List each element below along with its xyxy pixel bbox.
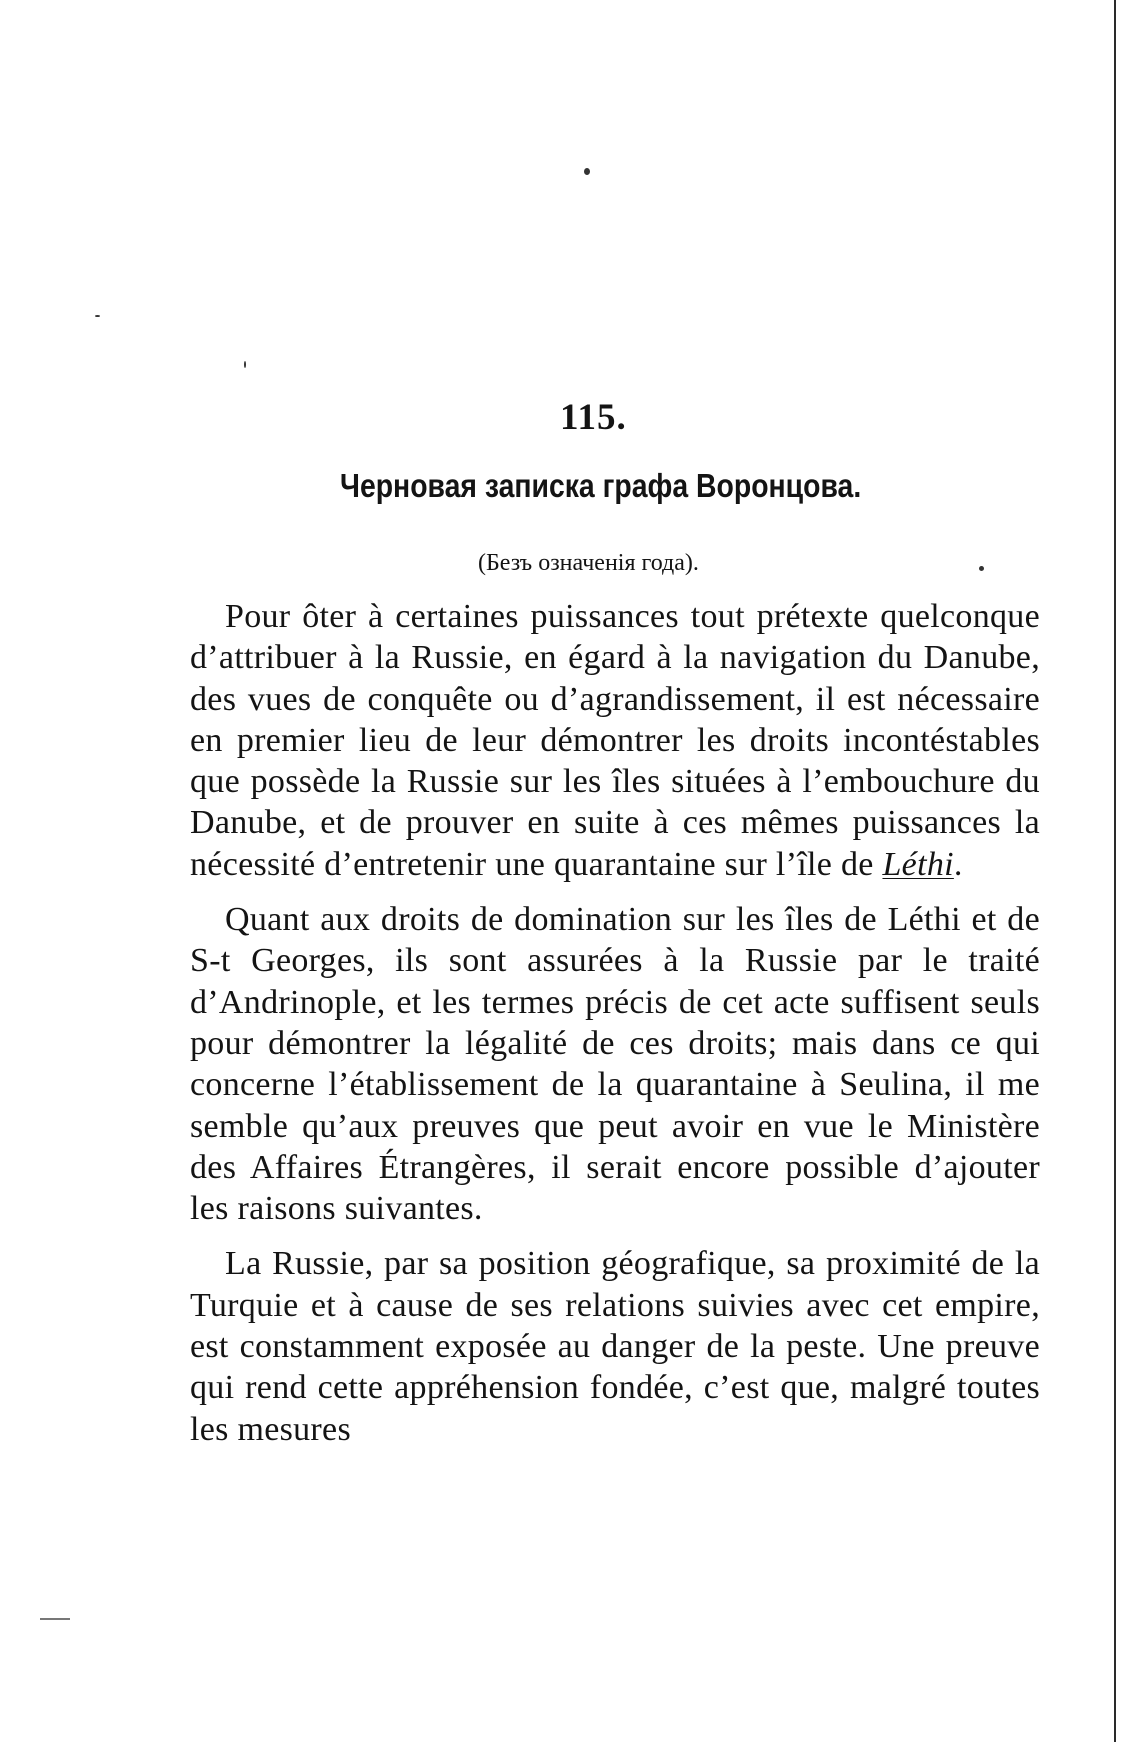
paragraph: Quant aux droits de domination sur les îles de Léthi et de S-t Georges, ils sont assurées à la Russie par le traité d’Andrinople, et les termes précis de cet acte suffisent seuls pour démontrer la légalité de ces droits; mais dans ce qui concerne l’établissement de la quarantaine à Seulina, il me semble qu’aux preuves que peut avoir en vue le Ministère des Affaires Étrangères, il serait encore possible d’ajouter les raisons suivantes.: [190, 901, 1040, 1228]
emphasis-place-name: Léthi: [882, 845, 954, 883]
document-body: [190, 596, 1040, 1450]
paragraph: La Russie, par sa position géografique, sa proximité de la Turquie et à cause de ses relations suivies avec cet empire, est constamment exposée au danger de la peste. Une preuve qui rend cette appréhension fondée, c’est que, malgré toutes les mesures: [190, 1245, 1040, 1448]
paragraph: [190, 596, 1040, 885]
paragraph-text: Pour ôter à certaines puissances tout prétexte quelconque d’attribuer à la Russie, en égard à la navigation du Danube, des vues de conquête ou d’agrandissement, il est nécessaire en premier lieu de leur démontrer les droits incontéstables que possède la Russie sur les îles situées à l’embouchure du Danube, et de prouver en suite à ces mêmes puissances la nécessité d’entretenir une quarantaine sur l’île de: [190, 598, 1040, 883]
scan-speck: [95, 315, 100, 317]
scan-speck: [244, 361, 246, 368]
page-edge-rule: [1114, 0, 1116, 1742]
scan-speck: [584, 168, 590, 175]
document-date-note: (Безъ означенія года).: [478, 550, 699, 576]
document-title: Черновая записка графа Воронцова.: [340, 467, 862, 504]
document-number: 115.: [560, 397, 627, 438]
scan-speck: [40, 1618, 70, 1620]
paragraph-end: .: [953, 845, 963, 883]
scan-speck: [979, 566, 984, 571]
